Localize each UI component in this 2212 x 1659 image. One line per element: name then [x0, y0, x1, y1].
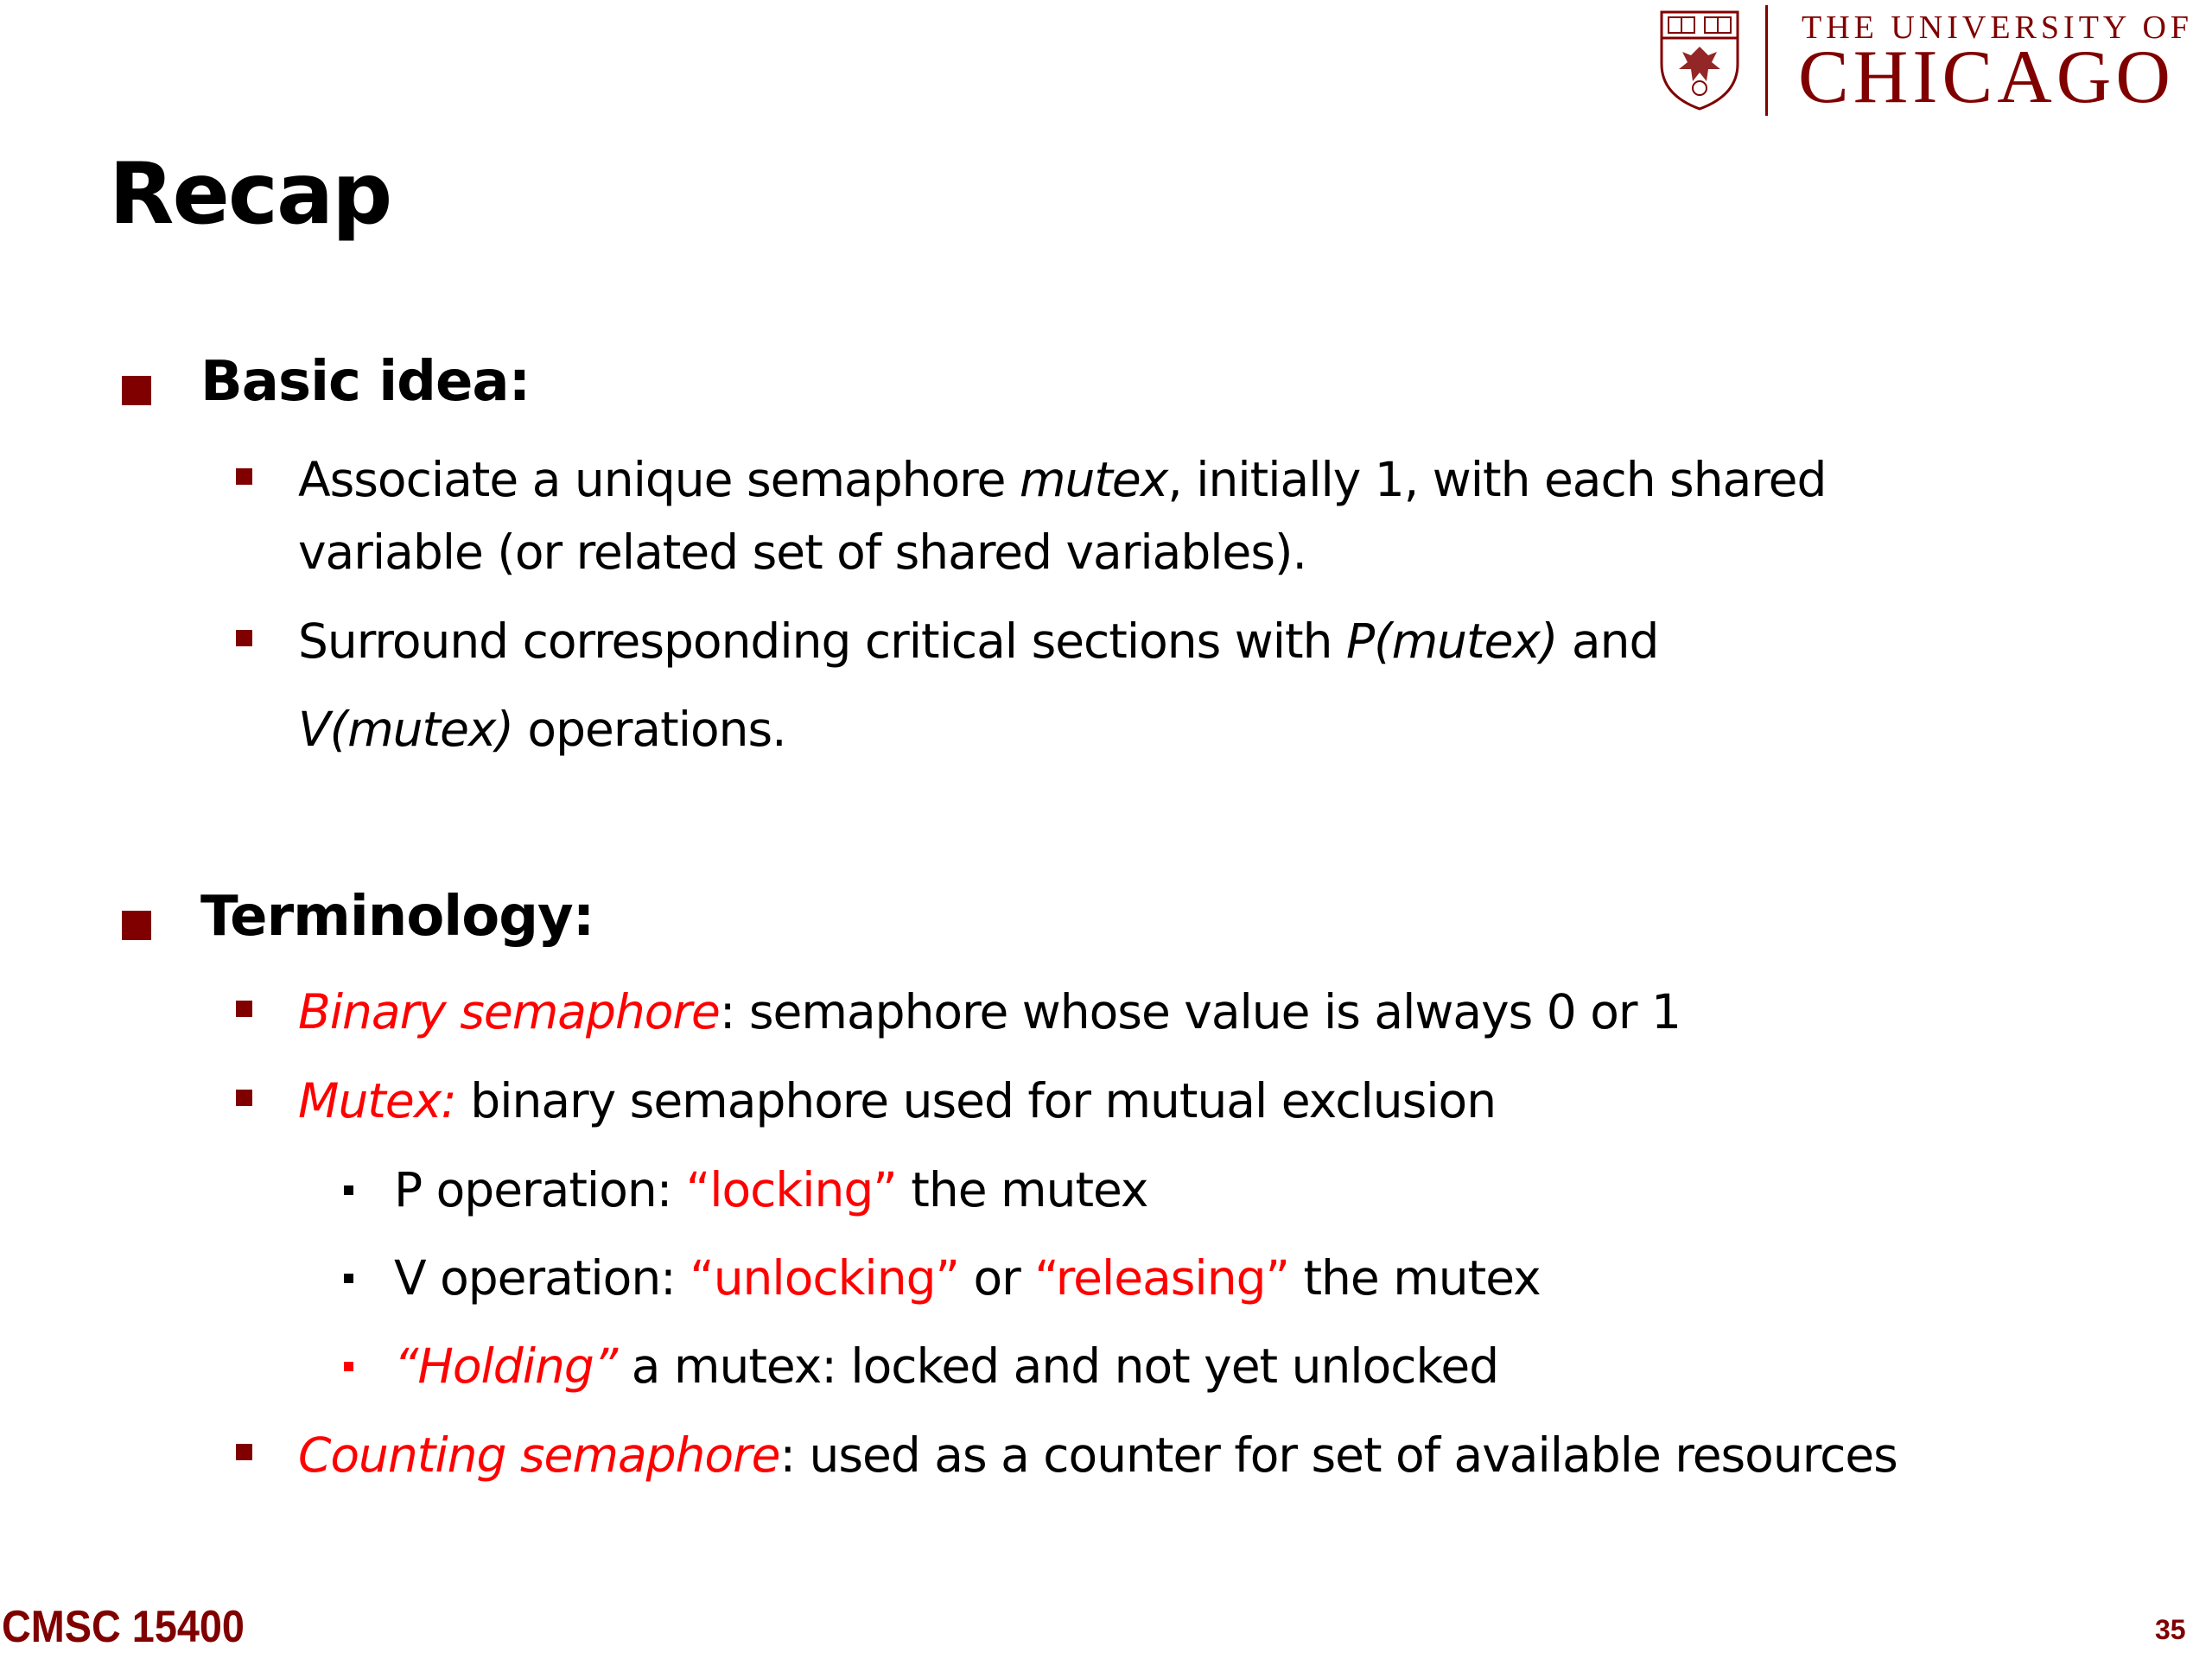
bullet-marker — [344, 1185, 353, 1195]
text-run: , initially 1, with each shared — [1167, 452, 1827, 507]
text-run: V operation: — [394, 1250, 690, 1306]
mutex-subitem-holding — [394, 1338, 1498, 1394]
section-heading-terminology: Terminology: — [200, 885, 594, 949]
term-locking: “locking” — [685, 1162, 897, 1217]
page-number: 35 — [2155, 1614, 2186, 1645]
text-run: operations. — [512, 702, 786, 757]
term-mutex: Mutex: — [298, 1073, 456, 1128]
basic-idea-item-2-line-2 — [298, 702, 786, 757]
terminology-item-binary-semaphore — [298, 984, 1681, 1039]
bullet-marker — [344, 1362, 353, 1371]
basic-idea-item-1-line-2: variable (or related set of shared variables). — [298, 524, 1306, 580]
terminology-item-mutex — [298, 1073, 1496, 1128]
section-heading-basic-idea: Basic idea: — [200, 350, 531, 414]
term-unlocking: “unlocking” — [690, 1250, 959, 1306]
text-run: the mutex — [896, 1162, 1148, 1217]
logo-text-line1: THE UNIVERSITY OF — [1802, 10, 2194, 46]
mutex-subitem-v-operation — [394, 1250, 1541, 1306]
text-run: Surround corresponding critical sections with — [298, 613, 1346, 669]
university-logo — [1655, 3, 2208, 118]
bullet-marker — [236, 1444, 252, 1460]
logo-divider — [1765, 5, 1768, 116]
university-crest-icon — [1658, 9, 1741, 111]
bullet-marker — [236, 630, 252, 646]
term-counting-semaphore: Counting semaphore — [298, 1427, 780, 1483]
bullet-marker — [236, 468, 252, 485]
bullet-marker — [122, 376, 151, 405]
text-run: P operation: — [394, 1162, 686, 1217]
text-run: the mutex — [1288, 1250, 1541, 1306]
emphasis-mutex: mutex — [1019, 452, 1168, 507]
text-run: a mutex: locked and not yet unlocked — [617, 1338, 1499, 1394]
slide-title: Recap — [109, 145, 391, 244]
emphasis-p-mutex: P(mutex) — [1345, 613, 1558, 669]
bullet-marker — [344, 1274, 353, 1283]
mutex-subitem-p-operation — [394, 1162, 1147, 1217]
logo-text-line2: CHICAGO — [1798, 35, 2175, 119]
term-binary-semaphore: Binary semaphore — [298, 984, 720, 1039]
text-run: or — [958, 1250, 1035, 1306]
term-definition: : used as a counter for set of available resources — [779, 1427, 1897, 1483]
bullet-marker — [122, 911, 151, 940]
bullet-marker — [236, 1001, 252, 1017]
term-definition: binary semaphore used for mutual exclusion — [455, 1073, 1497, 1128]
term-holding: “Holding” — [394, 1338, 618, 1394]
term-definition: : semaphore whose value is always 0 or 1 — [719, 984, 1681, 1039]
basic-idea-item-2-line-1 — [298, 613, 1658, 669]
bullet-marker — [236, 1090, 252, 1106]
course-label: CMSC 15400 — [2, 1602, 245, 1652]
text-run: and — [1557, 613, 1659, 669]
text-run: Associate a unique semaphore — [298, 452, 1020, 507]
term-releasing: “releasing” — [1034, 1250, 1289, 1306]
emphasis-v-mutex: V(mutex) — [298, 702, 513, 757]
terminology-item-counting-semaphore — [298, 1427, 1897, 1483]
basic-idea-item-1-line-1 — [298, 452, 1826, 507]
